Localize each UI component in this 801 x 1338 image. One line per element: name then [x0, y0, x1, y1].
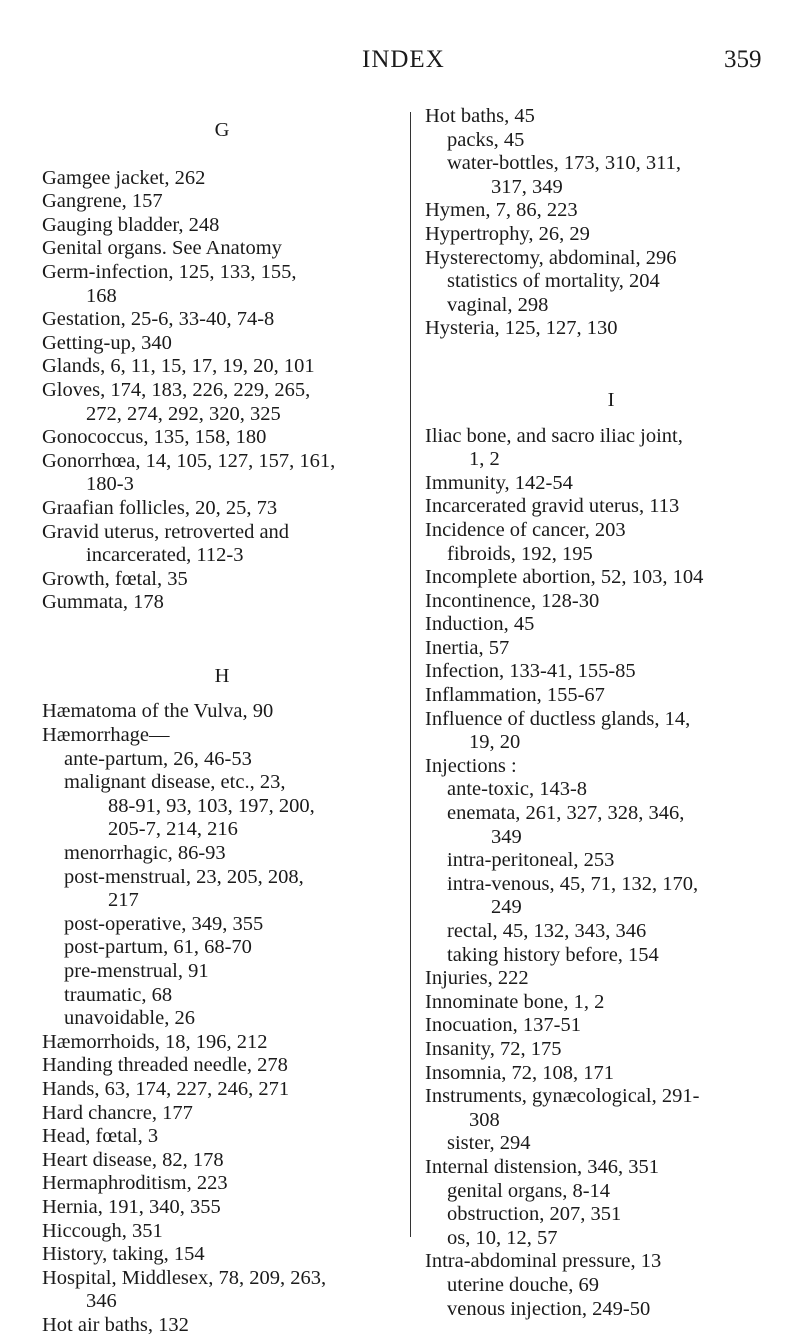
index-entry	[42, 1314, 402, 1338]
entry-text: Intra-abdominal pressure, 13	[425, 1250, 662, 1273]
index-subentry	[42, 771, 402, 842]
entry-text: Incomplete abortion, 52, 103, 104	[425, 566, 704, 589]
entry-text: intra-peritoneal, 253	[447, 849, 615, 872]
index-entry	[42, 724, 402, 748]
index-entry	[42, 214, 402, 238]
entry-text: Gonococcus, 135, 158, 180	[42, 426, 267, 449]
index-subentry	[425, 1180, 797, 1204]
entry-text: Influence of ductless glands, 14,	[425, 707, 691, 730]
entry-text: taking history before, 154	[447, 943, 659, 966]
index-entry	[425, 991, 797, 1015]
entry-text: intra-venous, 45, 71, 132, 170,	[447, 872, 699, 895]
entry-text: post-menstrual, 23, 205, 208,	[64, 865, 304, 888]
index-entry	[42, 1172, 402, 1196]
index-entry	[42, 332, 402, 356]
entry-text: Hard chancre, 177	[42, 1101, 193, 1124]
index-entry	[425, 637, 797, 661]
index-entry	[425, 247, 797, 271]
entry-continuation: 1, 2	[469, 448, 500, 471]
index-entry	[42, 700, 402, 724]
entry-continuation: 272, 274, 292, 320, 325	[86, 402, 281, 425]
entry-text: Immunity, 142-54	[425, 471, 573, 494]
entry-text: Hymen, 7, 86, 223	[425, 199, 578, 222]
entry-text: genital organs, 8-14	[447, 1179, 611, 1202]
entry-text: enemata, 261, 327, 328, 346,	[447, 802, 685, 825]
entry-text: post-partum, 61, 68-70	[64, 936, 252, 959]
index-subentry	[42, 866, 402, 913]
entry-text: os, 10, 12, 57	[447, 1226, 558, 1249]
index-list-h-continued	[425, 105, 797, 341]
entry-text: Gauging bladder, 248	[42, 213, 220, 236]
index-entry	[425, 1250, 797, 1274]
index-subentry	[425, 778, 797, 802]
entry-continuation: 205-7, 214, 216	[108, 818, 238, 841]
index-entry	[425, 755, 797, 779]
entry-continuation: 317, 349	[491, 175, 563, 198]
index-subentry	[425, 270, 797, 294]
index-subentry	[42, 984, 402, 1008]
entry-text: Getting-up, 340	[42, 331, 172, 354]
entry-text: Gloves, 174, 183, 226, 229, 265,	[42, 378, 311, 401]
entry-text: Hæmorrhage—	[42, 724, 170, 747]
index-subentry	[425, 920, 797, 944]
entry-text: Induction, 45	[425, 613, 535, 636]
index-entry	[42, 1102, 402, 1126]
index-entry	[42, 1125, 402, 1149]
index-entry	[42, 190, 402, 214]
entry-text: Gonorrhœa, 14, 105, 127, 157, 161,	[42, 449, 336, 472]
entry-text: Hysteria, 125, 127, 130	[425, 317, 618, 340]
index-entry	[425, 317, 797, 341]
index-entry	[42, 1267, 402, 1314]
index-entry	[425, 1156, 797, 1180]
entry-text: Germ-infection, 125, 133, 155,	[42, 260, 297, 283]
entry-text: traumatic, 68	[64, 983, 173, 1006]
entry-text: Inertia, 57	[425, 636, 510, 659]
entry-text: Incontinence, 128-30	[425, 589, 600, 612]
entry-text: malignant disease, etc., 23,	[64, 771, 286, 794]
index-entry	[425, 223, 797, 247]
index-entry	[425, 590, 797, 614]
entry-text: Hot air baths, 132	[42, 1313, 189, 1336]
entry-text: Hands, 63, 174, 227, 246, 271	[42, 1077, 290, 1100]
entry-text: Gamgee jacket, 262	[42, 166, 206, 189]
entry-text: Injuries, 222	[425, 967, 529, 990]
entry-text: Hæmorrhoids, 18, 196, 212	[42, 1030, 268, 1053]
entry-text: Hot baths, 45	[425, 105, 535, 127]
index-entry	[425, 1062, 797, 1086]
index-entry	[425, 1014, 797, 1038]
entry-text: Inocuation, 137-51	[425, 1014, 581, 1037]
entry-text: rectal, 45, 132, 343, 346	[447, 920, 647, 942]
index-entry	[42, 450, 402, 497]
entry-text: Gestation, 25-6, 33-40, 74-8	[42, 308, 275, 331]
index-subentry	[425, 944, 797, 968]
entry-text: Handing threaded needle, 278	[42, 1054, 288, 1077]
entry-text: unavoidable, 26	[64, 1007, 195, 1030]
index-entry	[42, 379, 402, 426]
entry-text: Inflammation, 155-67	[425, 684, 605, 707]
index-subentry	[42, 936, 402, 960]
entry-text: vaginal, 298	[447, 293, 549, 316]
section-heading-h: H	[214, 664, 230, 687]
page-number: 359	[724, 46, 762, 73]
index-subentry	[425, 543, 797, 567]
index-entry	[425, 613, 797, 637]
entry-continuation: 88-91, 93, 103, 197, 200,	[108, 794, 315, 817]
index-subentry	[425, 873, 797, 920]
entry-text: Infection, 133-41, 155-85	[425, 660, 636, 683]
index-entry	[42, 426, 402, 450]
entry-continuation: 19, 20	[469, 731, 521, 754]
index-subentry	[42, 748, 402, 772]
entry-text: pre-menstrual, 91	[64, 960, 209, 982]
index-subentry	[425, 1227, 797, 1251]
entry-text: Iliac bone, and sacro iliac joint,	[425, 424, 683, 447]
index-entry	[42, 1031, 402, 1055]
left-column	[42, 105, 402, 1338]
entry-text: uterine douche, 69	[447, 1273, 599, 1296]
entry-text: Genital organs. See Anatomy	[42, 237, 282, 260]
entry-text: venous injection, 249-50	[447, 1297, 651, 1320]
entry-text: Hermaphroditism, 223	[42, 1172, 228, 1195]
entry-text: menorrhagic, 86-93	[64, 842, 226, 865]
entry-continuation: 180-3	[86, 473, 134, 496]
entry-text: statistics of mortality, 204	[447, 270, 660, 293]
index-subentry	[42, 960, 402, 984]
entry-text: Head, fœtal, 3	[42, 1125, 159, 1148]
entry-text: Incidence of cancer, 203	[425, 518, 626, 541]
index-subentry	[42, 842, 402, 866]
entry-continuation: 346	[86, 1290, 117, 1313]
index-entry	[425, 566, 797, 590]
index-entry	[425, 684, 797, 708]
entry-text: Hysterectomy, abdominal, 296	[425, 246, 677, 269]
index-entry	[42, 521, 402, 568]
index-entry	[425, 1038, 797, 1062]
entry-text: Internal distension, 346, 351	[425, 1155, 660, 1178]
index-entry	[425, 199, 797, 223]
index-subentry	[425, 1274, 797, 1298]
entry-text: Gravid uterus, retroverted and	[42, 520, 290, 543]
entry-text: post-operative, 349, 355	[64, 912, 264, 935]
entry-text: Hernia, 191, 340, 355	[42, 1195, 221, 1218]
entry-continuation: 217	[108, 889, 139, 912]
index-entry	[42, 1196, 402, 1220]
index-entry	[42, 1243, 402, 1267]
index-entry	[42, 1149, 402, 1173]
index-entry	[42, 1078, 402, 1102]
entry-text: Graafian follicles, 20, 25, 73	[42, 496, 278, 519]
section-heading-g: G	[214, 119, 230, 141]
right-column	[425, 105, 797, 1321]
index-entry	[42, 568, 402, 592]
entry-continuation: 308	[469, 1108, 500, 1131]
index-entry	[42, 355, 402, 379]
index-entry	[42, 308, 402, 332]
column-divider	[410, 112, 411, 1237]
index-subentry	[425, 152, 797, 199]
index-subentry	[425, 1298, 797, 1322]
index-subentry	[425, 294, 797, 318]
index-subentry	[42, 913, 402, 937]
index-subentry	[425, 849, 797, 873]
index-list-h	[42, 700, 402, 1337]
index-entry	[425, 105, 797, 129]
entry-text: Incarcerated gravid uterus, 113	[425, 495, 680, 518]
entry-text: obstruction, 207, 351	[447, 1203, 622, 1226]
entry-text: Gangrene, 157	[42, 190, 163, 213]
index-entry	[42, 497, 402, 521]
entry-text: Insomnia, 72, 108, 171	[425, 1061, 615, 1084]
index-entry	[425, 967, 797, 991]
entry-text: Instruments, gynæcological, 291-	[425, 1085, 700, 1108]
entry-continuation: 249	[491, 896, 522, 919]
section-heading-i: I	[607, 388, 615, 411]
entry-text: Heart disease, 82, 178	[42, 1148, 224, 1171]
entry-text: History, taking, 154	[42, 1243, 205, 1266]
index-subentry	[425, 129, 797, 153]
index-entry	[42, 591, 402, 615]
entry-text: sister, 294	[447, 1132, 531, 1155]
index-subentry	[425, 802, 797, 849]
entry-text: Innominate bone, 1, 2	[425, 990, 605, 1013]
index-entry	[425, 425, 797, 472]
index-entry	[425, 708, 797, 755]
entry-text: Glands, 6, 11, 15, 17, 19, 20, 101	[42, 355, 315, 378]
index-list-g	[42, 167, 402, 615]
entry-continuation: incarcerated, 112-3	[86, 544, 244, 567]
entry-text: Hæmatoma of the Vulva, 90	[42, 700, 274, 723]
index-entry	[42, 237, 402, 261]
entry-text: Injections :	[425, 754, 517, 777]
entry-text: Hypertrophy, 26, 29	[425, 222, 590, 245]
index-entry	[425, 660, 797, 684]
running-title: INDEX	[362, 46, 445, 73]
index-subentry	[42, 1007, 402, 1031]
entry-text: Insanity, 72, 175	[425, 1037, 562, 1060]
entry-continuation: 349	[491, 825, 522, 848]
entry-text: ante-toxic, 143-8	[447, 778, 588, 801]
index-entry	[425, 519, 797, 543]
entry-text: Growth, fœtal, 35	[42, 567, 188, 590]
page-header	[0, 46, 801, 86]
index-entry	[42, 1220, 402, 1244]
index-list-i	[425, 425, 797, 1322]
index-subentry	[425, 1132, 797, 1156]
index-entry	[425, 495, 797, 519]
index-entry	[42, 167, 402, 191]
entry-text: Hospital, Middlesex, 78, 209, 263,	[42, 1266, 327, 1289]
entry-text: ante-partum, 26, 46-53	[64, 747, 252, 770]
entry-text: packs, 45	[447, 128, 525, 151]
index-entry	[42, 1054, 402, 1078]
entry-text: Hiccough, 351	[42, 1219, 163, 1242]
entry-continuation: 168	[86, 284, 117, 307]
entry-text: fibroids, 192, 195	[447, 542, 593, 565]
index-subentry	[425, 1203, 797, 1227]
entry-text: water-bottles, 173, 310, 311,	[447, 152, 681, 175]
index-entry	[42, 261, 402, 308]
index-entry	[425, 472, 797, 496]
index-entry	[425, 1085, 797, 1132]
entry-text: Gummata, 178	[42, 591, 164, 614]
